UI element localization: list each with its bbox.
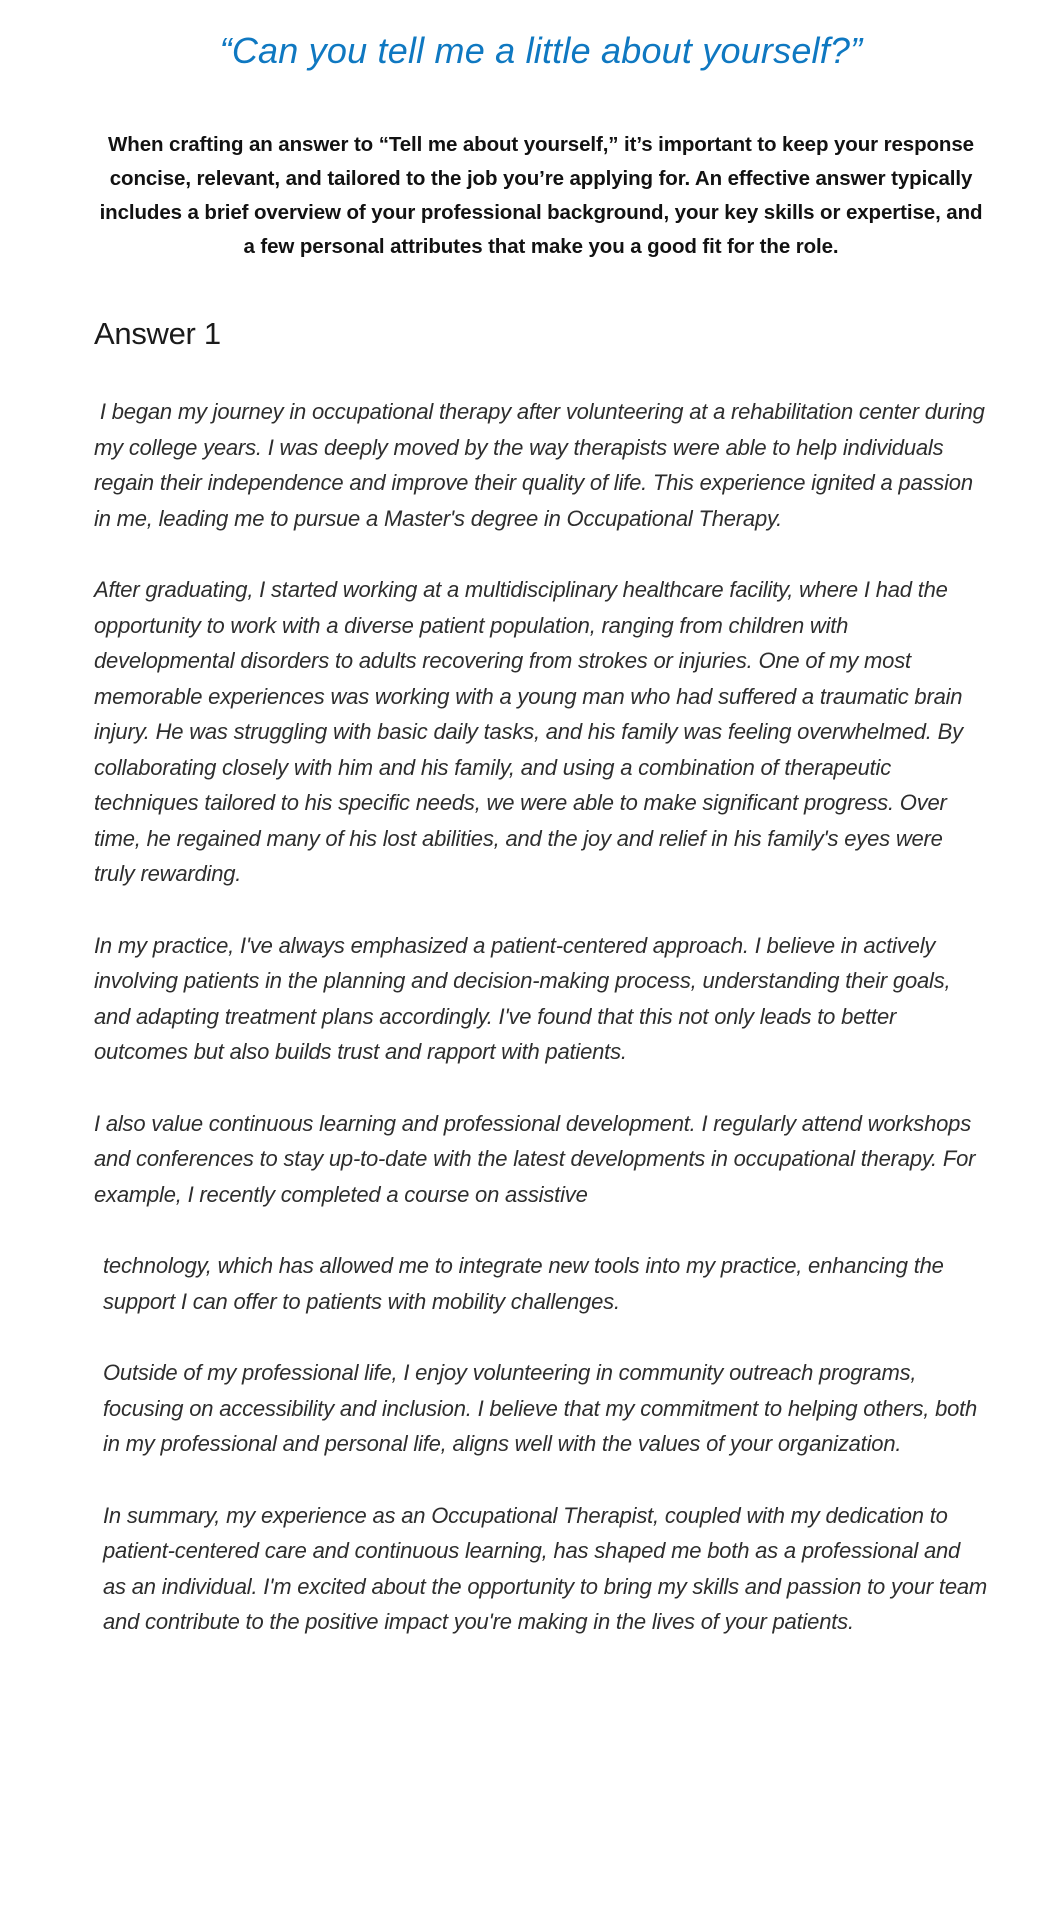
- answer-paragraph: After graduating, I started working at a multidisciplinary healthcare facility, where I had the opportunity to work with a diverse patient population, ranging from children with developmental disorders to adults recovering from strokes or injuries. One of my most memorable experiences was working with a young man who had suffered a traumatic brain injury. He was struggling with basic daily tasks, and his family was feeling overwhelmed. By collaborating closely with him and his family, and using a combination of therapeutic techniques tailored to his specific needs, we were able to make significant progress. Over time, he regained many of his lost abilities, and the joy and relief in his family's eyes were truly rewarding.: [94, 577, 969, 886]
- answer-paragraph: I also value continuous learning and professional development. I regularly attend workshops and conferences to stay up-to-date with the latest developments in occupational therapy. For example, I recently completed a course on assistive: [94, 1110, 982, 1207]
- answer-paragraph: In summary, my experience as an Occupational Therapist, coupled with my dedication to patient-centered care and continuous learning, has shaped me both as a professional and as an individual. I'm excited about the opportunity to bring my skills and passion to your team and contribute to the positive impact you're making in the lives of your patients.: [103, 1502, 993, 1634]
- answer-paragraph: In my practice, I've always emphasized a patient-centered approach. I believe in actively involving patients in the planning and decision-making process, understanding their goals, and adapting treatment plans accordingly. I've found that this not only leads to better outcomes but also builds trust and rapport with patients.: [94, 932, 957, 1064]
- answer-paragraph: I began my journey in occupational therapy after volunteering at a rehabilitation center during my college years. I was deeply moved by the way therapists were able to help individuals regain their independence and improve their quality of life. This experience ignited a passion in me, leading me to pursue a Master's degree in Occupational Therapy.: [94, 399, 991, 531]
- answer-paragraphs: [94, 394, 993, 1640]
- answer-paragraph: Outside of my professional life, I enjoy volunteering in community outreach programs, focusing on accessibility and inclusion. I believe that my commitment to helping others, both in my professional and personal life, aligns well with the values of your organization.: [103, 1360, 984, 1456]
- answer-heading: Answer 1: [94, 316, 221, 351]
- answer-paragraph: technology, which has allowed me to integrate new tools into my practice, enhancing the support I can offer to patients with mobility challenges.: [103, 1253, 950, 1314]
- intro-paragraph: When crafting an answer to “Tell me about yourself,” it’s important to keep your response concise, relevant, and tailored to the job you’re applying for. An effective answer typically includes a brief overview of your professional background, your key skills or expertise, and a few personal attributes that make you a good fit for the role.: [99, 133, 983, 258]
- page-title: “Can you tell me a little about yourself?”: [219, 30, 863, 71]
